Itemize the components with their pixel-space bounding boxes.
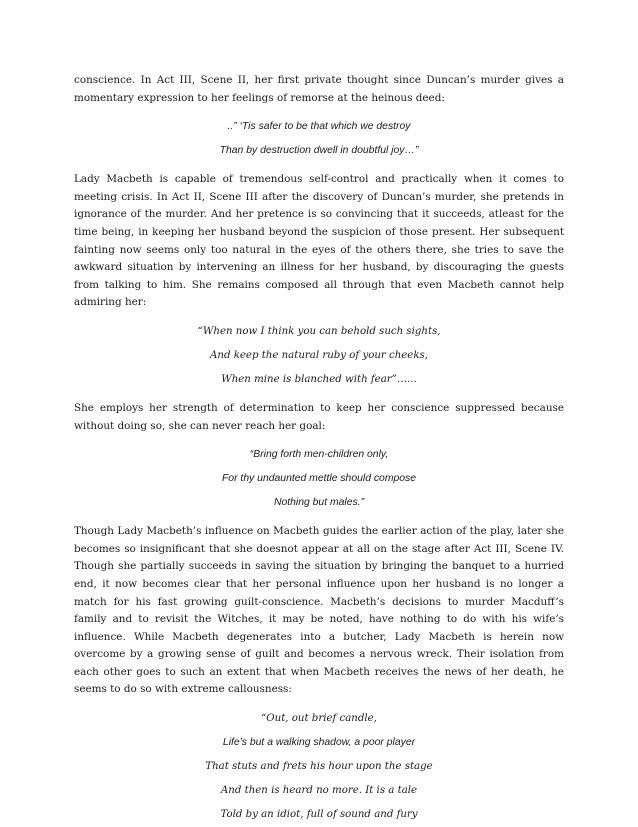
paragraph-2: Lady Macbeth is capable of tremendous self-control and practically when it comes to meeting crisis. In Act II, Scene III after the discovery of Duncan’s murder, she pretends in ignorance of the murder. And her pretence is so convincing that it succeeds, atleast for the time being, in keeping her husband beyond the suspicion of those present. Her subsequent fainting now seems only too natural in the eyes of the others there, she tries to save the awkward situation by intervening an illness for her husband, by discouraging the guests from talking to him. She remains composed all through that even Macbeth cannot help admiring her: (74, 173, 564, 309)
quote-3-line-1: “Bring forth men-children only, (249, 449, 389, 461)
quote-2-line-1: “When now I think you can behold such sights, (197, 325, 441, 337)
quote-4-line-1: “Out, out brief candle, (261, 713, 377, 725)
quote-3-line-2: For thy undaunted mettle should compose (221, 473, 417, 485)
quote-4-line-4: And then is heard no more. It is a tale (220, 785, 418, 797)
paragraph-1: conscience. In Act III, Scene II, her first private thought since Duncan’s murder gives a momentary expression to her feelings of remorse at the heinous deed: (74, 74, 564, 104)
quote-2-line-3: When mine is blanched with fear”…... (221, 373, 417, 385)
paragraph-4: Though Lady Macbeth’s influence on Macbeth guides the earlier action of the play, later she becomes so insignificant that she doesnot appear at all on the stage after Act III, Scene IV. Though she partially succeeds in saving the situation by bringing the banquet to a hurried end, it now becomes clear that her personal influence upon her husband is no longer a match for his fast growing guilt-conscience. Macbeth’s decisions to murder Macduff’s family and to revisit the Witches, it may be noted, have nothing to do with his wife’s influence. While Macbeth degenerates into a butcher, Lady Macbeth is herein now overcome by a growing sense of guilt and becomes a nervous wreck. Their isolation from each other goes to such an extent that when Macbeth receives the news of her death, he seems to do so with extreme callousness: (74, 525, 564, 696)
quote-1-line-2: Than by destruction dwell in doubtful joy…” (219, 145, 419, 157)
document-page (74, 72, 564, 827)
quote-3-line-3: Nothing but males.” (273, 497, 365, 509)
quote-1-line-1: ..” ‘Tis safer to be that which we destroy (227, 121, 411, 133)
paragraph-3: She employs her strength of determination to keep her conscience suppressed because without doing so, she can never reach her goal: (74, 401, 564, 432)
quote-4-line-5: Told by an idiot, full of sound and fury (220, 809, 418, 821)
quote-2-line-2: And keep the natural ruby of your cheeks, (210, 349, 428, 361)
quote-4-line-2: Life’s but a walking shadow, a poor player (222, 737, 416, 749)
quote-4-line-3: That stuts and frets his hour upon the stage (205, 761, 433, 773)
